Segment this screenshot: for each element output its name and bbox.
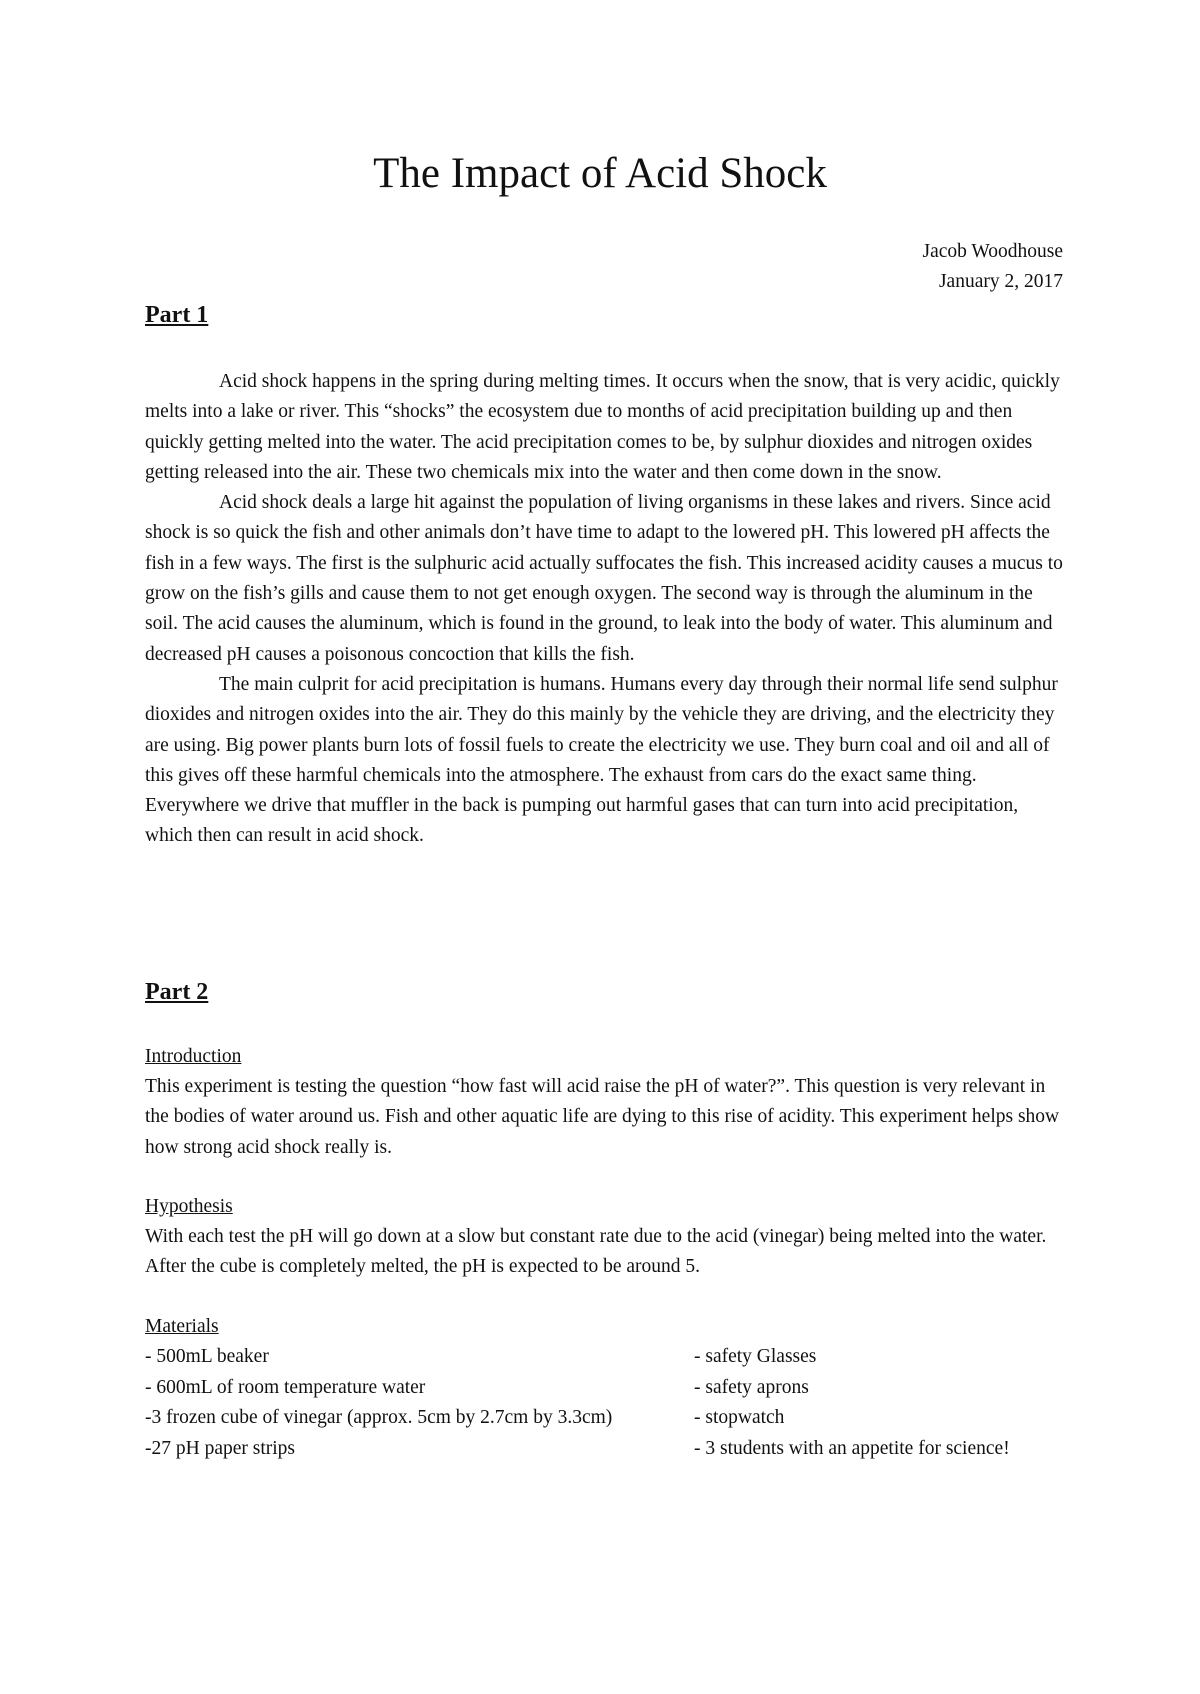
part1-heading: Part 1: [145, 302, 209, 328]
list-item: - safety aprons: [694, 1376, 809, 1398]
hypothesis-heading: Hypothesis: [145, 1196, 233, 1217]
paragraph: The main culprit for acid precipitation is humans. Humans every day through their normal life send sulphur dioxides and nitrogen oxides into the air. They do this mainly by the vehicle they are driving, and the electricity they are using. Big power plants burn lots of fossil fuels to create the electricity we use. They burn coal and oil and all of this gives off these harmful chemicals into the atmosphere. The exhaust from cars do the exact same thing. Everywhere we drive that muffler in the back is pumping out harmful gases that can turn into acid precipitation, which then can result in acid shock.: [145, 673, 1058, 847]
author-name: Jacob Woodhouse: [922, 241, 1063, 262]
list-item: - 600mL of room temperature water: [145, 1376, 426, 1398]
hypothesis-text: With each test the pH will go down at a slow but constant rate due to the acid (vinegar) being melted into the water. After the cube is completely melted, the pH is expected to be around 5.: [145, 1226, 1047, 1278]
part1-body: [145, 367, 1063, 852]
materials-right-column: [694, 1342, 1010, 1464]
part2-heading: Part 2: [145, 979, 209, 1005]
list-item: -27 pH paper strips: [145, 1437, 296, 1459]
introduction-text: This experiment is testing the question “how fast will acid raise the pH of water?”. This question is very relevant in the bodies of water around us. Fish and other aquatic life are dying to this rise of acidity. This experiment helps show how strong acid shock really is.: [145, 1076, 1060, 1158]
list-item: - safety Glasses: [694, 1346, 817, 1367]
materials-left-column: [145, 1342, 612, 1464]
paragraph: Acid shock happens in the spring during melting times. It occurs when the snow, that is very acidic, quickly melts into a lake or river. This “shocks” the ecosystem due to months of acid precipitation building up and then quickly getting melted into the water. The acid precipitation comes to be, by sulphur dioxides and nitrogen oxides getting released into the air. These two chemicals mix into the water and then come down in the snow.: [145, 371, 1060, 483]
list-item: - 500mL beaker: [145, 1346, 269, 1367]
list-item: -3 frozen cube of vinegar (approx. 5cm by 2.7cm by 3.3cm): [145, 1407, 613, 1428]
paragraph: Acid shock deals a large hit against the population of living organisms in these lakes and rivers. Since acid shock is so quick the fish and other animals don’t have time to adapt to the lowered pH. This lowered pH affects the fish in a few ways. The first is the sulphuric acid actually suffocates the fish. This increased acidity causes a mucus to grow on the fish’s gills and cause them to not get enough oxygen. The second way is through the aluminum in the soil. The acid causes the aluminum, which is found in the ground, to leak into the body of water. This aluminum and decreased pH causes a poisonous concoction that kills the fish.: [145, 492, 1063, 665]
materials-heading: Materials: [145, 1316, 219, 1337]
document-date: January 2, 2017: [938, 271, 1063, 292]
introduction-heading: Introduction: [145, 1046, 242, 1067]
list-item: - stopwatch: [694, 1407, 785, 1428]
document-title: The Impact of Acid Shock: [373, 150, 827, 197]
list-item: - 3 students with an appetite for science!: [694, 1437, 1010, 1459]
